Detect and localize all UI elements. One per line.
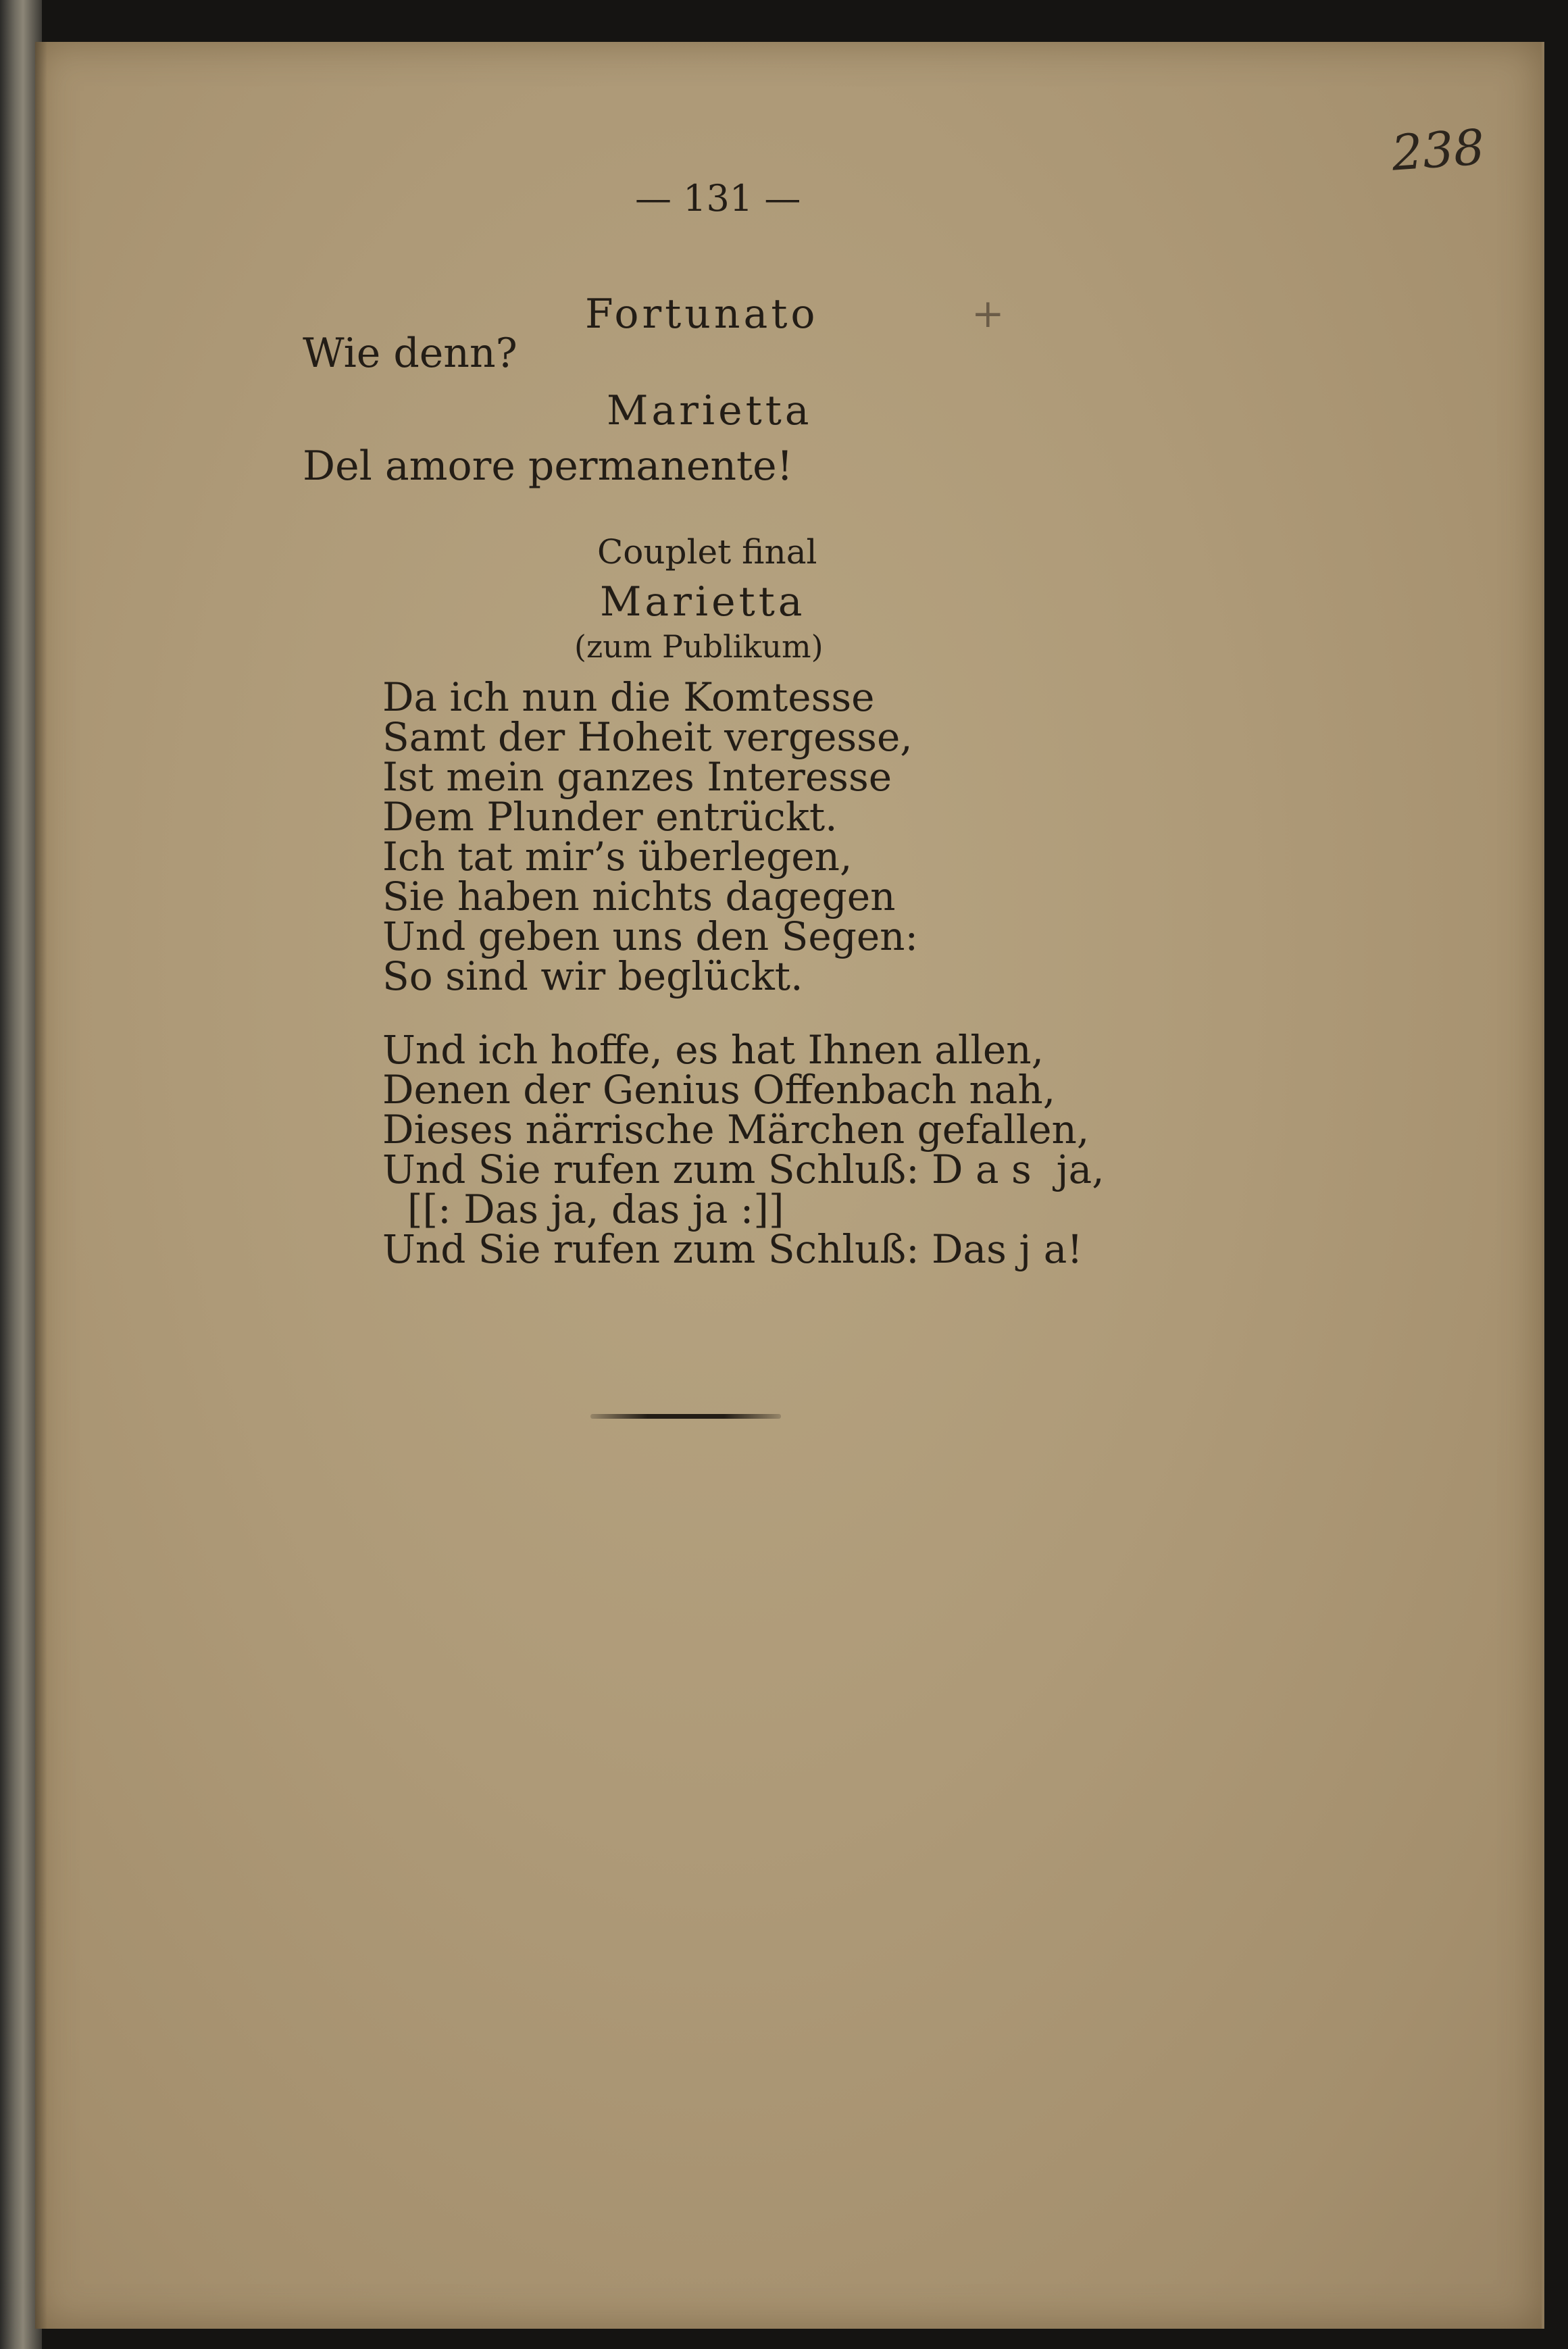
verse-line: Samt der Hoheit vergesse, — [382, 714, 913, 760]
verse-line: Sie haben nichts dagegen — [382, 874, 896, 919]
verse-line: [[: Das ja, das ja :]] — [382, 1186, 784, 1232]
speaker-marietta: Marietta — [607, 387, 813, 434]
verse-line: So sind wir beglückt. — [382, 953, 803, 999]
couplet-speaker: Marietta — [600, 578, 806, 626]
verse-line: Und ich hoffe, es hat Ihnen allen, — [382, 1027, 1044, 1073]
pencil-margin-mark: + — [971, 291, 1005, 336]
handwritten-archive-number: 238 — [1390, 118, 1487, 182]
verse-line: Und Sie rufen zum Schluß: D a s ja, — [382, 1146, 1105, 1192]
speaker-fortunato: Fortunato — [585, 291, 819, 338]
page-number: — 131 — — [635, 177, 801, 220]
verse-line: Ich tat mir’s überlegen, — [382, 834, 853, 880]
verse-line: Dieses närrische Märchen gefallen, — [382, 1107, 1090, 1153]
verse-line: Denen der Genius Offenbach nah, — [382, 1067, 1056, 1113]
verse-line: Und geben uns den Segen: — [382, 913, 919, 959]
verse-stanza-1 — [382, 674, 919, 999]
verse-line: Da ich nun die Komtesse — [382, 674, 875, 720]
couplet-heading: Couplet final — [597, 532, 817, 572]
dialogue-line: Del amore permanente! — [303, 443, 793, 490]
stage-direction: (zum Publikum) — [574, 628, 824, 665]
verse-line: Und Sie rufen zum Schluß: Das j a! — [382, 1226, 1083, 1272]
verse-line: Dem Plunder entrückt. — [382, 794, 838, 840]
verse-stanza-2 — [382, 1027, 1105, 1272]
verse-line: Ist mein ganzes Interesse — [382, 754, 892, 800]
page-gutter-shadow — [35, 42, 47, 2329]
dialogue-line: Wie denn? — [303, 330, 517, 377]
end-rule — [590, 1414, 781, 1419]
